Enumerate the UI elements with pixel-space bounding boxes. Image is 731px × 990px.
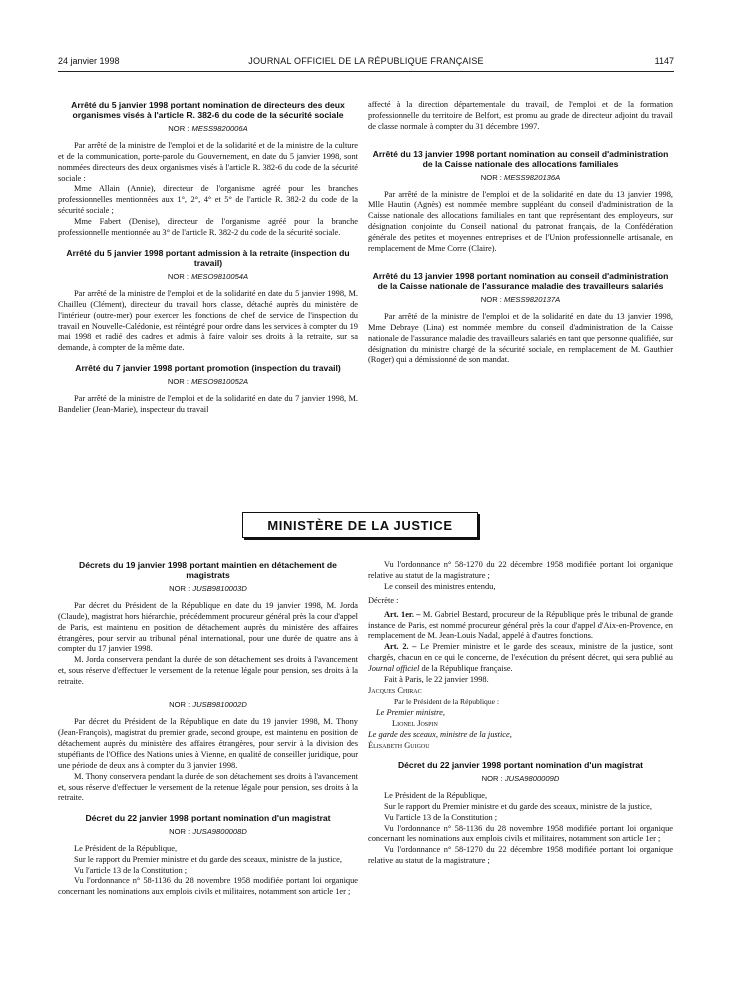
column-top-left xyxy=(58,100,358,415)
paragraph: Le Président de la République, xyxy=(384,790,488,800)
paragraph: Mme Fabert (Denise), directeur de l'organisme agréé pour la branche professionnelle mentionnée au 3° de l'article R. 382-2 du code de la sécurité sociale. xyxy=(58,217,358,238)
paragraph: Le Président de la République, xyxy=(74,843,178,853)
nor-reference: NOR : MESO9810054A xyxy=(167,271,249,281)
paragraph: Vu l'article 13 de la Constitution ; xyxy=(384,812,498,822)
decret-title: Décret du 22 janvier 1998 portant nomination d'un magistrat xyxy=(85,813,331,824)
column-top-right xyxy=(368,100,673,366)
paragraph: Par décret du Président de la République en date du 19 janvier 1998, M. Jorda (Claude), magistrat hors hiérarchie, précédemment procureur général près la cour d'appel de Paris, est maintenu en position de détachement auprès du ministère des affaires étrangères, pour servir au tribunal pénal international, pour une durée de quatre ans à compter du 17 janvier 1998. xyxy=(58,600,358,654)
paragraph: Vu l'ordonnance n° 58-1270 du 22 décembre 1958 modifiée portant loi organique relative au statut de la magistrature ; xyxy=(368,560,673,580)
arrete-title: Arrêté du 7 janvier 1998 portant promotion (inspection du travail) xyxy=(75,363,341,374)
column-bottom-left xyxy=(58,560,358,898)
paragraph: Vu l'ordonnance n° 58-1136 du 28 novembre 1958 modifiée portant loi organique concernant les nominations aux emplois civils et militaires, notamment son article 1er ; xyxy=(368,823,673,844)
nor-reference: NOR : JUSA9800009D xyxy=(481,773,560,783)
arrete-title: Arrêté du 5 janvier 1998 portant admission à la retraite (inspection du travail) xyxy=(66,247,350,269)
paragraph: Fait à Paris, le 22 janvier 1998. xyxy=(384,675,489,685)
signature-president: Jacques Chirac xyxy=(368,685,422,695)
paragraph: Par arrêté de la ministre de l'emploi et de la solidarité et de la ministre de la culture et de la communication, porte-parole du Gouvernement, en date du 5 janvier 1998, sont nommées directeurs des deux organismes visés à l'article R. 382-6 du code de la sécurité sociale : xyxy=(58,140,358,183)
decret-title: Décrets du 19 janvier 1998 portant maintien en détachement de magistrats xyxy=(79,560,337,581)
nor-reference: NOR : MESS9820006A xyxy=(168,123,248,133)
paragraph: Par arrêté de la ministre de l'emploi et de la solidarité en date du 7 janvier 1998, M. Bandelier (Jean-Marie), inspecteur du travail xyxy=(58,393,358,414)
paragraph: Sur le rapport du Premier ministre et du garde des sceaux, ministre de la justice, xyxy=(384,801,652,811)
paragraph: Vu l'ordonnance n° 58-1270 du 22 décembre 1958 modifiée portant loi organique relative au statut de la magistrature ; xyxy=(368,845,673,866)
paragraph: Vu l'article 13 de la Constitution ; xyxy=(74,865,188,875)
arrete-title: Arrêté du 13 janvier 1998 portant nomination au conseil d'administration de la Caisse nationale de l'assurance maladie des travailleurs salariés xyxy=(372,270,669,292)
paragraph: Par décret du Président de la République en date du 19 janvier 1998, M. Thony (Jean-François), magistrat du premier grade, second groupe, est maintenu en position de détachement auprès du ministère des affaires étrangères, pour servir à la division des stupéfiants de l'Office des Nations unies à Vienne, en qualité de conseiller juridique, pour une période de deux ans à compter du 3 janvier 1998. xyxy=(58,717,358,770)
signature-pm: Lionel Jospin xyxy=(392,718,438,728)
paragraph: Sur le rapport du Premier ministre et du garde des sceaux, ministre de la justice, xyxy=(74,854,342,864)
decret-title: Décret du 22 janvier 1998 portant nomination d'un magistrat xyxy=(397,760,644,771)
ministry-heading: MINISTÈRE DE LA JUSTICE xyxy=(242,512,478,538)
page-header xyxy=(58,56,674,70)
header-journal-title: JOURNAL OFFICIEL DE LA RÉPUBLIQUE FRANÇAISE xyxy=(248,56,484,66)
signature-garde: Élisabeth Guigou xyxy=(368,740,430,750)
header-date: 24 janvier 1998 xyxy=(58,56,120,66)
paragraph: Mme Allain (Annie), directeur de l'organisme agréé pour les branches professionnelles mentionnées aux 1°, 2°, 4° et 5° de l'article R. 382-2 du code de la sécurité sociale ; xyxy=(58,184,358,216)
paragraph: Par arrêté de la ministre de l'emploi et de la solidarité en date du 13 janvier 1998, Mlle Hautin (Agnès) est nommée membre suppléant du conseil d'administration de la Caisse nationale des allocations familiales en tant que représentant des employeurs, sur désignation conjointe du Conseil national du patronat français, de la Confédération générale des petites et moyennes entreprises et de l'Union professionnelle artisanale, en remplacement de Mme Corre (Claire). xyxy=(368,189,673,254)
nor-reference: NOR : MESO9810052A xyxy=(167,376,249,386)
header-page-number: 1147 xyxy=(654,56,674,66)
nor-reference: NOR : MESS9820137A xyxy=(480,294,561,304)
arrete-title: Arrêté du 5 janvier 1998 portant nomination de directeurs des deux organismes visés à l'article R. 382-6 du code de la sécurité sociale xyxy=(71,100,345,121)
column-bottom-right xyxy=(368,560,673,867)
article-1: Art. 1er. – M. Gabriel Bestard, procureur de la République près le tribunal de grande instance de Paris, est nommé procureur général près la cour d'appel d'Aix-en-Provence, en remplacement de M. Jean-Louis Nadal, appelé à d'autres fonctions. xyxy=(368,609,673,641)
paragraph: Vu l'ordonnance n° 58-1136 du 28 novembre 1958 modifiée portant loi organique concernant les nominations aux emplois civils et militaires, notamment son article 1er ; xyxy=(58,876,358,897)
decrete-line: Décrète : xyxy=(368,595,399,605)
nor-reference: NOR : MESS9820136A xyxy=(480,172,561,182)
paragraph: Par arrêté de la ministre de l'emploi et de la solidarité en date du 13 janvier 1998, Mme Debraye (Lina) est nommée membre du conseil d'administration de la Caisse nationale de l'assurance maladie des travailleurs salariés en tant que personne qualifiée, sur désignation du ministre chargé de la sécurité sociale, en remplacement de M. Gauthier (Roger) qui a démissionné de son mandat. xyxy=(368,311,673,365)
article-2: Art. 2. – Le Premier ministre et le garde des sceaux, ministre de la justice, sont chargés, chacun en ce qui le concerne, de l'exécution du présent décret, qui sera publié au Journal officiel de la République française. xyxy=(368,642,674,674)
nor-reference: NOR : JUSB9810002D xyxy=(169,700,247,710)
nor-reference: NOR : JUSB9810003D xyxy=(169,583,247,593)
paragraph: M. Thony conservera pendant la durée de son détachement ses droits à l'avancement et, sous réserve d'effectuer le versement de la retenue légale pour pension, ses droits à la retraite. xyxy=(58,771,358,803)
paragraph: Par arrêté de la ministre de l'emploi et de la solidarité en date du 5 janvier 1998, M. Chailleu (Clément), directeur du travail hors classe, détaché auprès du ministère de l'intérieur (outre-mer) pour exercer les fonctions de chef de service de l'inspection du travail en Nouvelle-Calédonie, est réintégré pour ordre dans les services à compter du 19 mai 1998 et radié des cadres et admis à faire valoir ses droits à la retraite, sur sa demande, à compter de la même date. xyxy=(58,288,358,353)
paragraph: M. Jorda conservera pendant la durée de son détachement ses droits à l'avancement et, sous réserve d'effectuer le versement de la retenue légale pour pension, ses droits à la retraite. xyxy=(58,655,358,687)
paragraph: Le conseil des ministres entendu, xyxy=(384,581,496,591)
header-rule xyxy=(58,71,674,72)
signature-title: Le garde des sceaux, ministre de la justice, xyxy=(368,729,512,739)
signature-intro: Par le Président de la République : xyxy=(394,696,500,706)
nor-reference: NOR : JUSA9800008D xyxy=(169,826,247,836)
arrete-title: Arrêté du 13 janvier 1998 portant nomination au conseil d'administration de la Caisse nationale des allocations familiales xyxy=(372,148,669,170)
signature-title: Le Premier ministre, xyxy=(376,707,445,717)
paragraph: affecté à la direction départementale du travail, de l'emploi et de la formation professionnelle du territoire de Belfort, est promu au grade de directeur adjoint du travail de classe normale à compter du 31 décembre 1997. xyxy=(368,100,673,131)
